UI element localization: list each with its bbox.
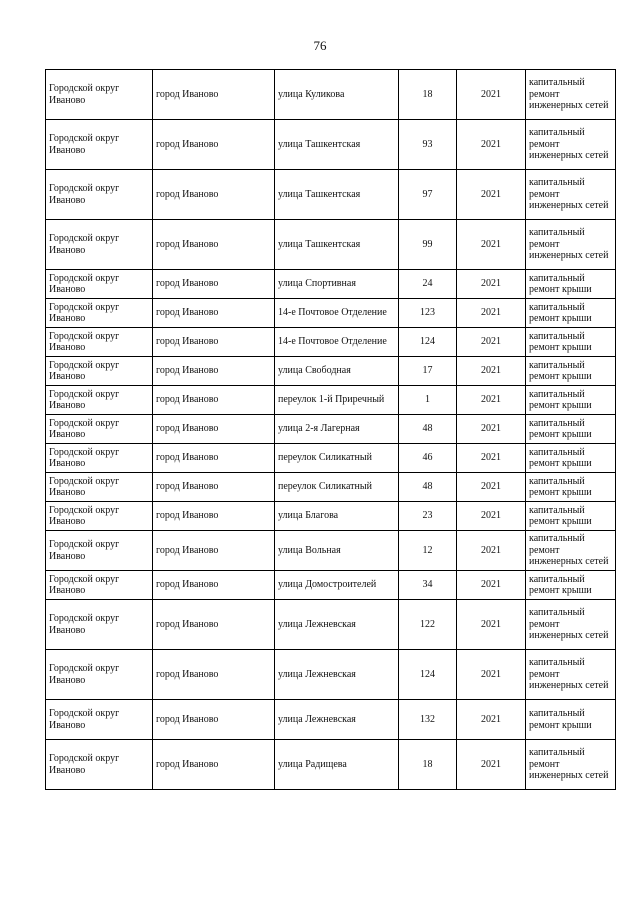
house-number-cell: 48 (399, 415, 457, 444)
street-cell: улица Лежневская (275, 650, 399, 700)
settlement-cell: город Иваново (153, 415, 275, 444)
house-number-cell: 93 (399, 120, 457, 170)
table-row (46, 299, 616, 328)
settlement-cell: город Иваново (153, 70, 275, 120)
year-cell: 2021 (457, 740, 526, 790)
house-number-cell: 34 (399, 571, 457, 600)
municipality-cell: Городской округ Иваново (46, 502, 153, 531)
table-row (46, 70, 616, 120)
work-type-cell: капитальный ремонт инженерных сетей (526, 220, 616, 270)
municipality-cell: Городской округ Иваново (46, 328, 153, 357)
street-cell: 14-е Почтовое Отделение (275, 299, 399, 328)
settlement-cell: город Иваново (153, 650, 275, 700)
municipality-cell: Городской округ Иваново (46, 444, 153, 473)
work-type-cell: капитальный ремонт крыши (526, 386, 616, 415)
year-cell: 2021 (457, 700, 526, 740)
work-type-cell: капитальный ремонт крыши (526, 473, 616, 502)
street-cell: улица Лежневская (275, 600, 399, 650)
page-number: 76 (313, 38, 327, 53)
settlement-cell: город Иваново (153, 220, 275, 270)
year-cell: 2021 (457, 170, 526, 220)
municipality-cell: Городской округ Иваново (46, 473, 153, 502)
municipality-cell: Городской округ Иваново (46, 700, 153, 740)
work-type-cell: капитальный ремонт инженерных сетей (526, 650, 616, 700)
table-row (46, 120, 616, 170)
work-type-cell: капитальный ремонт инженерных сетей (526, 170, 616, 220)
street-cell: улица 2-я Лагерная (275, 415, 399, 444)
house-number-cell: 24 (399, 270, 457, 299)
settlement-cell: город Иваново (153, 700, 275, 740)
table-row (46, 444, 616, 473)
municipality-cell: Городской округ Иваново (46, 270, 153, 299)
street-cell: переулок 1-й Приречный (275, 386, 399, 415)
work-type-cell: капитальный ремонт крыши (526, 328, 616, 357)
year-cell: 2021 (457, 415, 526, 444)
house-number-cell: 48 (399, 473, 457, 502)
table-row (46, 415, 616, 444)
street-cell: улица Свободная (275, 357, 399, 386)
house-number-cell: 18 (399, 70, 457, 120)
work-type-cell: капитальный ремонт крыши (526, 415, 616, 444)
settlement-cell: город Иваново (153, 299, 275, 328)
house-number-cell: 46 (399, 444, 457, 473)
house-number-cell: 99 (399, 220, 457, 270)
municipality-cell: Городской округ Иваново (46, 357, 153, 386)
street-cell: улица Куликова (275, 70, 399, 120)
work-type-cell: капитальный ремонт крыши (526, 357, 616, 386)
municipality-cell: Городской округ Иваново (46, 531, 153, 571)
street-cell: улица Радищева (275, 740, 399, 790)
year-cell: 2021 (457, 650, 526, 700)
settlement-cell: город Иваново (153, 328, 275, 357)
house-number-cell: 132 (399, 700, 457, 740)
municipality-cell: Городской округ Иваново (46, 220, 153, 270)
municipality-cell: Городской округ Иваново (46, 386, 153, 415)
street-cell: улица Благова (275, 502, 399, 531)
municipality-cell: Городской округ Иваново (46, 120, 153, 170)
year-cell: 2021 (457, 270, 526, 299)
municipality-cell: Городской округ Иваново (46, 740, 153, 790)
work-type-cell: капитальный ремонт крыши (526, 502, 616, 531)
house-number-cell: 124 (399, 650, 457, 700)
house-number-cell: 18 (399, 740, 457, 790)
table-row (46, 571, 616, 600)
year-cell: 2021 (457, 531, 526, 571)
table-row (46, 386, 616, 415)
table-row (46, 600, 616, 650)
municipality-cell: Городской округ Иваново (46, 650, 153, 700)
table-row (46, 700, 616, 740)
table-row (46, 473, 616, 502)
settlement-cell: город Иваново (153, 531, 275, 571)
street-cell: переулок Силикатный (275, 444, 399, 473)
house-number-cell: 97 (399, 170, 457, 220)
table-row (46, 502, 616, 531)
table-row (46, 650, 616, 700)
settlement-cell: город Иваново (153, 473, 275, 502)
municipality-cell: Городской округ Иваново (46, 170, 153, 220)
settlement-cell: город Иваново (153, 571, 275, 600)
settlement-cell: город Иваново (153, 120, 275, 170)
house-number-cell: 12 (399, 531, 457, 571)
table-row (46, 740, 616, 790)
settlement-cell: город Иваново (153, 502, 275, 531)
table-row (46, 357, 616, 386)
municipality-cell: Городской округ Иваново (46, 70, 153, 120)
work-type-cell: капитальный ремонт инженерных сетей (526, 70, 616, 120)
year-cell: 2021 (457, 571, 526, 600)
street-cell: переулок Силикатный (275, 473, 399, 502)
work-type-cell: капитальный ремонт крыши (526, 299, 616, 328)
year-cell: 2021 (457, 386, 526, 415)
street-cell: улица Вольная (275, 531, 399, 571)
municipality-cell: Городской округ Иваново (46, 571, 153, 600)
street-cell: улица Ташкентская (275, 120, 399, 170)
settlement-cell: город Иваново (153, 386, 275, 415)
work-type-cell: капитальный ремонт инженерных сетей (526, 120, 616, 170)
year-cell: 2021 (457, 70, 526, 120)
municipality-cell: Городской округ Иваново (46, 299, 153, 328)
work-type-cell: капитальный ремонт крыши (526, 444, 616, 473)
work-type-cell: капитальный ремонт крыши (526, 700, 616, 740)
repair-program-table (45, 69, 616, 790)
house-number-cell: 1 (399, 386, 457, 415)
year-cell: 2021 (457, 357, 526, 386)
settlement-cell: город Иваново (153, 270, 275, 299)
house-number-cell: 17 (399, 357, 457, 386)
house-number-cell: 23 (399, 502, 457, 531)
table-row (46, 328, 616, 357)
house-number-cell: 123 (399, 299, 457, 328)
settlement-cell: город Иваново (153, 740, 275, 790)
year-cell: 2021 (457, 502, 526, 531)
work-type-cell: капитальный ремонт инженерных сетей (526, 600, 616, 650)
table-row (46, 270, 616, 299)
street-cell: улица Лежневская (275, 700, 399, 740)
year-cell: 2021 (457, 220, 526, 270)
municipality-cell: Городской округ Иваново (46, 415, 153, 444)
table-row (46, 531, 616, 571)
year-cell: 2021 (457, 328, 526, 357)
street-cell: 14-е Почтовое Отделение (275, 328, 399, 357)
settlement-cell: город Иваново (153, 357, 275, 386)
house-number-cell: 124 (399, 328, 457, 357)
settlement-cell: город Иваново (153, 444, 275, 473)
street-cell: улица Ташкентская (275, 220, 399, 270)
house-number-cell: 122 (399, 600, 457, 650)
street-cell: улица Спортивная (275, 270, 399, 299)
year-cell: 2021 (457, 473, 526, 502)
work-type-cell: капитальный ремонт крыши (526, 270, 616, 299)
table-row (46, 170, 616, 220)
year-cell: 2021 (457, 299, 526, 328)
work-type-cell: капитальный ремонт инженерных сетей (526, 740, 616, 790)
year-cell: 2021 (457, 444, 526, 473)
street-cell: улица Ташкентская (275, 170, 399, 220)
street-cell: улица Домостроителей (275, 571, 399, 600)
settlement-cell: город Иваново (153, 600, 275, 650)
work-type-cell: капитальный ремонт инженерных сетей (526, 531, 616, 571)
year-cell: 2021 (457, 120, 526, 170)
municipality-cell: Городской округ Иваново (46, 600, 153, 650)
table-body (46, 70, 616, 790)
settlement-cell: город Иваново (153, 170, 275, 220)
work-type-cell: капитальный ремонт крыши (526, 571, 616, 600)
table-row (46, 220, 616, 270)
year-cell: 2021 (457, 600, 526, 650)
